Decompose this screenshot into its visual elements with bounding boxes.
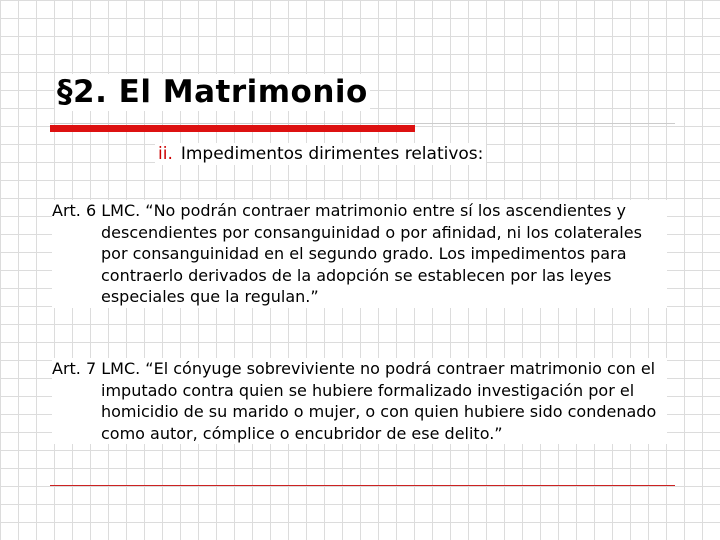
subtitle-text: Impedimentos dirimentes relativos: (180, 144, 484, 164)
article-text: Art. 6 LMC. “No podrán contraer matrimonio entre sí los ascendientes y descendientes por consanguinidad o por afinidad, ni los colaterales por consanguinidad en el segundo grado. Los impedimentos para contraerlo derivados de la adopción se establecen por las leyes especiales que la regulan.” (52, 201, 642, 306)
title-underline-accent (50, 125, 415, 132)
article-paragraph (52, 200, 667, 308)
article-text: Art. 7 LMC. “El cónyuge sobreviviente no podrá contraer matrimonio con el imputado contra quien se hubiere formalizado investigación por el homicidio de su marido o mujer, o con quien hubiere sido condenado como autor, cómplice o encubridor de ese delito.” (52, 359, 657, 443)
subtitle-list-marker: ii. (158, 144, 173, 164)
title-underline-thin (50, 123, 675, 124)
footer-divider (50, 485, 675, 486)
slide-title: §2. El Matrimonio (57, 74, 368, 110)
subtitle (155, 143, 486, 165)
article-paragraph (52, 358, 667, 444)
